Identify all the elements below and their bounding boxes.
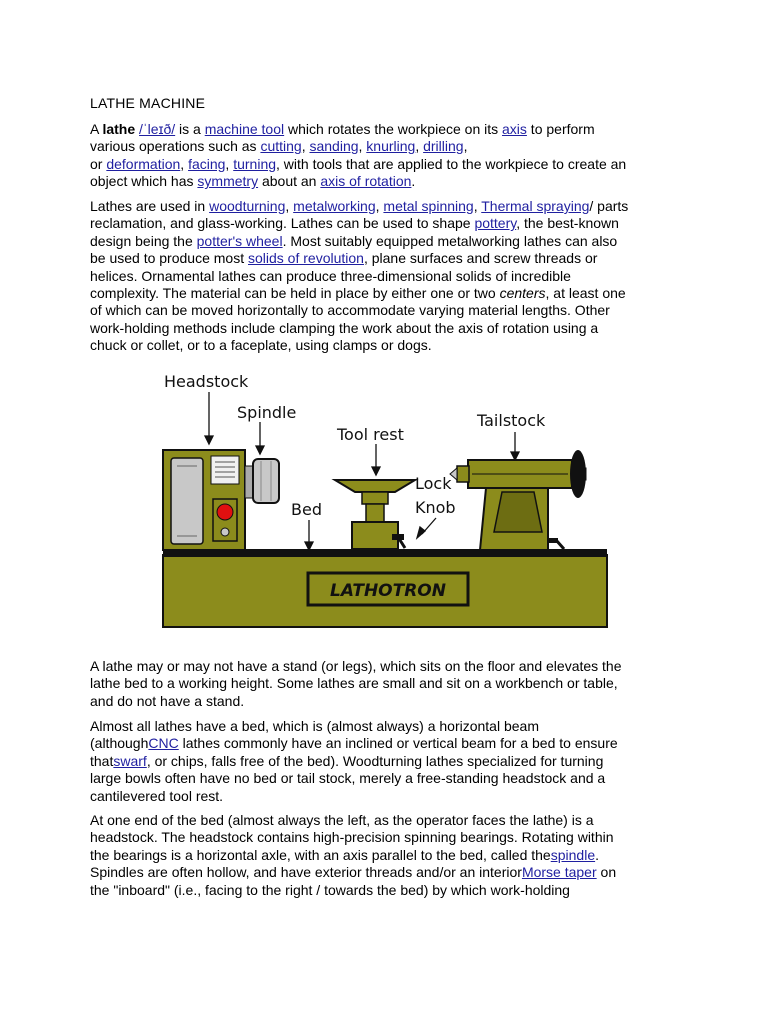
label-headstock: Headstock	[164, 372, 249, 391]
text-line: A lathe /ˈleɪð/ is a machine tool which rotates the workpiece on its axis to perform	[90, 121, 595, 137]
link-symmetry[interactable]: symmetry	[197, 173, 259, 190]
label-knob: Knob	[415, 498, 456, 517]
link-deformation[interactable]: deformation	[106, 155, 181, 172]
text-line: or deformation, facing, turning, with tools that are applied to the workpiece to create an	[90, 155, 627, 172]
link-knurling[interactable]: knurling	[366, 138, 416, 155]
headstock-panel	[171, 458, 203, 544]
bed-paragraph	[90, 718, 680, 805]
link-spindle[interactable]: spindle	[550, 846, 596, 863]
text-line: headstock. The headstock contains high-precision spinning bearings. Rotating within	[90, 829, 614, 846]
link-pottery[interactable]: pottery	[474, 215, 517, 232]
text-line: chuck or collet, or to a faceplate, using clamps or dogs.	[90, 337, 432, 354]
tool-rest-base	[352, 522, 398, 549]
text-line: helices. Ornamental lathes can produce three-dimensional solids of incredible	[90, 267, 571, 284]
text-line: work-holding methods include clamping the work about the axis of rotation using a	[90, 319, 599, 336]
uses-paragraph	[90, 198, 680, 355]
text-line: the "inboard" (i.e., facing to the right / towards the bed) by which work-holding	[90, 881, 570, 898]
text-line: design being the potter's wheel. Most suitably equipped metalworking lathes can also	[90, 232, 618, 249]
link-solids-of-revolution[interactable]: solids of revolution	[248, 250, 364, 267]
text-line: large bowls often have no bed or tail stock, merely a free-standing headstock and a	[90, 770, 606, 787]
text-line: lathe bed to a working height. Some lathes are small and sit on a workbench or table,	[90, 675, 618, 692]
text-line: Lathes are used in woodturning, metalworking, metal spinning, Thermal spraying/ parts	[90, 198, 629, 214]
lathe-illustration	[150, 362, 620, 637]
text-line: At one end of the bed (almost always the left, as the operator faces the lathe) is a	[90, 812, 594, 828]
link-cutting[interactable]: cutting	[260, 138, 302, 155]
link-woodturning[interactable]: woodturning	[209, 198, 286, 214]
link-axis[interactable]: axis	[502, 121, 527, 137]
text-line: and do not have a stand.	[90, 692, 245, 709]
label-bed: Bed	[291, 500, 322, 519]
link-turning[interactable]: turning	[233, 155, 277, 172]
link-cnc[interactable]: CNC	[148, 735, 179, 752]
text-line: Almost all lathes have a bed, which is (almost always) a horizontal beam	[90, 718, 539, 734]
text-line: the bearings is a horizontal axle, with an axis parallel to the bed, called thespindle.	[90, 846, 599, 863]
stand-paragraph	[90, 658, 680, 710]
link-morse-taper[interactable]: Morse taper	[521, 864, 597, 881]
link-facing[interactable]: facing	[188, 155, 226, 172]
text-line: object which has symmetry about an axis of rotation.	[90, 173, 416, 190]
text-line: Spindles are often hollow, and have exterior threads and/or an interiorMorse taper on	[90, 864, 617, 881]
link-sanding[interactable]: sanding	[309, 138, 359, 155]
link-potters-wheel[interactable]: potter's wheel	[196, 232, 283, 249]
intro-paragraph	[90, 121, 680, 191]
link-pronunciation[interactable]: /ˈleɪð/	[139, 121, 176, 137]
link-metalworking[interactable]: metalworking	[293, 198, 376, 214]
lathe-diagram	[150, 362, 620, 637]
link-thermal-spraying[interactable]: Thermal spraying	[481, 198, 590, 214]
spindle-chuck	[253, 459, 279, 503]
link-metal-spinning[interactable]: metal spinning	[383, 198, 474, 214]
label-lock: Lock	[415, 474, 452, 493]
brand-name: LATHOTRON	[329, 581, 447, 601]
link-drilling[interactable]: drilling	[423, 138, 464, 155]
page-title: LATHE MACHINE	[90, 95, 206, 111]
text-line: various operations such as cutting, sanding, knurling, drilling,	[90, 138, 468, 155]
headstock-paragraph	[90, 812, 680, 899]
text-line: be used to produce most solids of revolution, plane surfaces and screw threads or	[90, 250, 598, 267]
link-machine-tool[interactable]: machine tool	[204, 121, 285, 137]
link-axis-of-rotation[interactable]: axis of rotation	[320, 173, 412, 190]
label-spindle: Spindle	[237, 403, 297, 422]
power-button	[217, 504, 233, 520]
text-line: of which can be moved horizontally to accommodate varying material lengths. Other	[90, 302, 610, 319]
text-line: A lathe may or may not have a stand (or legs), which sits on the floor and elevates the	[90, 658, 622, 674]
tailstock-handwheel	[570, 450, 586, 498]
info-label	[211, 456, 239, 484]
term-lathe: lathe	[102, 121, 136, 137]
term-centers: centers	[499, 285, 546, 302]
text-line: (althoughCNC lathes commonly have an inclined or vertical beam for a bed to ensure	[90, 735, 618, 752]
tool-rest-top	[335, 480, 415, 492]
switch-knob	[221, 528, 229, 536]
text-line: complexity. The material can be held in place by either one or two centers, at least one	[90, 285, 626, 302]
label-tool-rest: Tool rest	[337, 425, 404, 444]
label-tailstock: Tailstock	[477, 411, 546, 430]
text-line: thatswarf, or chips, falls free of the bed). Woodturning lathes specialized for turning	[90, 752, 604, 769]
text-line: cantilevered tool rest.	[90, 787, 224, 804]
link-swarf[interactable]: swarf	[113, 752, 147, 769]
text-line: reclamation, and glass-working. Lathes can be used to shape pottery, the best-known	[90, 215, 619, 232]
